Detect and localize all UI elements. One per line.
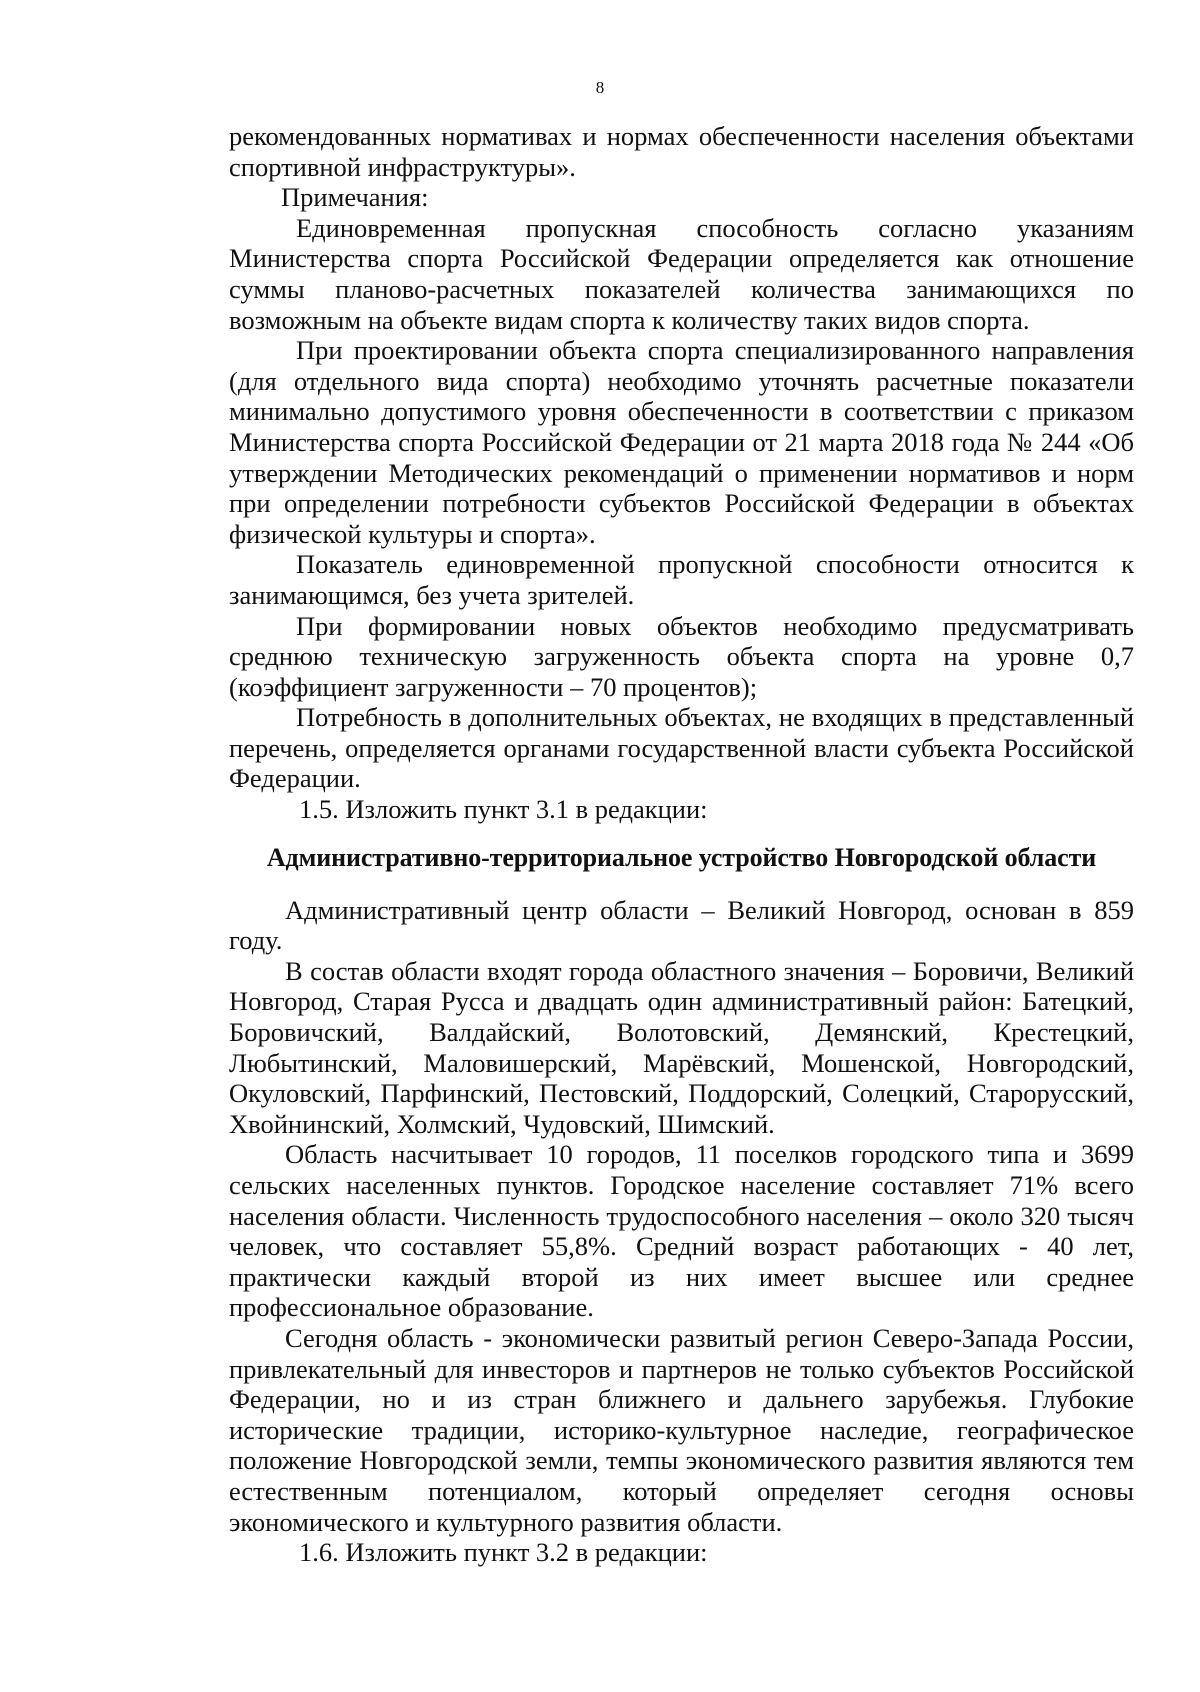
notes-heading: Примечания: <box>281 182 429 213</box>
section-title: Административно-территориальное устройство Новгородской области <box>266 842 1097 872</box>
paragraph-throughput-note: Показатель единовременной пропускной способности относится к занимающимся, без учета зрителей. <box>229 549 1134 610</box>
paragraph-continuation: рекомендованных нормативах и нормах обеспеченности населения объектами спортивной инфраструктуры». <box>229 121 1134 182</box>
clause-1-6: 1.6. Изложить пункт 3.2 в редакции: <box>299 1537 708 1568</box>
paragraph-specialized-design: При проектировании объекта спорта специализированного направления (для отдельного вида спорта) необходимо уточнять расчетные показатели минимально допустимого уровня обеспеченности в соответствии с приказом Министерства спорта Российской Федерации от 21 марта 2018 года № 244 «Об утверждении Методических рекомендаций о применении нормативов и норм при определении потребности субъектов Российской Федерации в объектах физической культуры и спорта». <box>229 335 1134 549</box>
paragraph-new-facilities: При формировании новых объектов необходимо предусматривать среднюю техническую загруженность объекта спорта на уровне 0,7 (коэффициент загруженности – 70 процентов); <box>229 610 1134 702</box>
paragraph-population: Область насчитывает 10 городов, 11 поселков городского типа и 3699 сельских населенных пунктов. Городское население составляет 71% всего населения области. Численность трудоспособного населения – около 320 тысяч человек, что составляет 55,8%. Средний возраст работающих - 40 лет, практически каждый второй из них имеет высшее или среднее профессиональное образование. <box>229 1139 1134 1323</box>
paragraph-throughput-definition: Единовременная пропускная способность согласно указаниям Министерства спорта Российской Федерации определяется как отношение суммы планово-расчетных показателей количества занимающихся по возможным на объекте видам спорта к количеству таких видов спорта. <box>229 212 1134 335</box>
clause-1-5: 1.5. Изложить пункт 3.1 в редакции: <box>299 794 708 825</box>
paragraph-administrative-center: Административный центр области – Великий Новгород, основан в 859 году. <box>229 894 1134 956</box>
paragraph-economy: Сегодня область - экономически развитый регион Северо-Запада России, привлекательный для инвесторов и партнеров не только субъектов Российской Федерации, но и из стран ближнего и дальнего зарубежья. Глубокие исторические традиции, историко-культурное наследие, географическое положение Новгородской земли, темпы экономического развития являются тем естественным потенциалом, который определяет сегодня основы экономического и культурного развития области. <box>229 1322 1134 1537</box>
document-body <box>229 121 1134 1568</box>
page-number: 8 <box>595 78 605 97</box>
paragraph-additional-needs: Потребность в дополнительных объектах, не входящих в представленный перечень, определяется органами государственной власти субъекта Российской Федерации. <box>229 702 1134 794</box>
paragraph-region-composition: В состав области входят города областного значения – Боровичи, Великий Новгород, Старая Русса и двадцать один административный район: Батецкий, Боровичский, Валдайский, Волотовский, Демянский, Крестецкий, Любытинский, Маловишерский, Марёвский, Мошенской, Новгородский, Окуловский, Парфинский, Пестовский, Поддорский, Солецкий, Старорусский, Хвойнинский, Холмский, Чудовский, Шимский. <box>229 955 1134 1139</box>
section-body <box>229 895 1134 1568</box>
